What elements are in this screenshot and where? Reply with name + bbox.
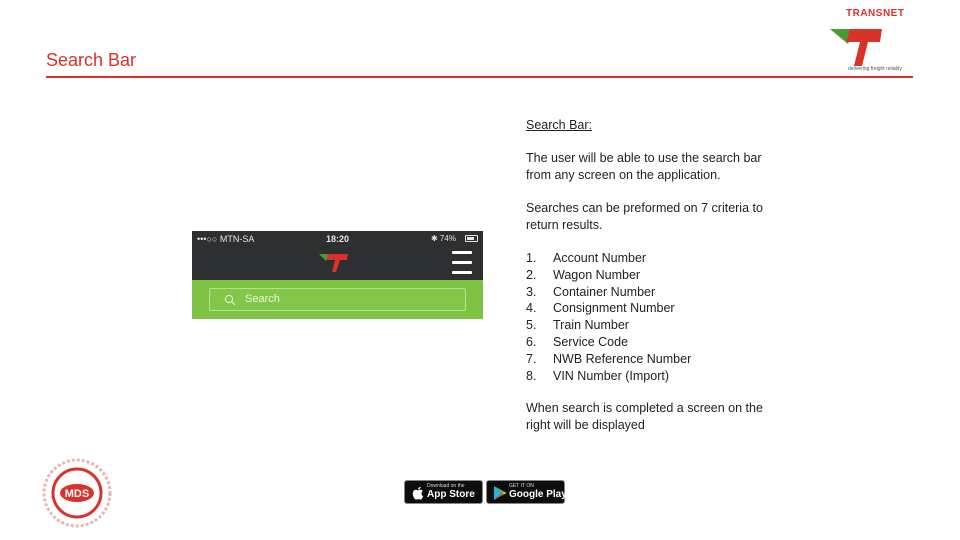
app-store-badge[interactable] [404, 480, 483, 504]
hamburger-menu-icon[interactable] [452, 251, 472, 277]
brand-tagline: delivering freight reliably [848, 66, 902, 72]
google-play-large: Google Play [509, 489, 567, 500]
google-play-badge[interactable] [486, 480, 565, 504]
app-logo-icon [319, 250, 349, 272]
list-item: 6. Service Code [526, 334, 629, 349]
list-item: 7. NWB Reference Number [526, 351, 692, 366]
description-para-1: The user will be able to use the search bar from any screen on the application. [526, 151, 762, 182]
app-screenshot [192, 231, 483, 319]
list-item: 2. Wagon Number [526, 267, 641, 282]
app-store-large: App Store [427, 489, 475, 500]
list-item: 3. Container Number [526, 284, 656, 299]
brand-wordmark: TRANSNET [846, 8, 905, 19]
description-heading: Search Bar: [526, 118, 593, 132]
criteria-list [526, 250, 786, 384]
description-para-2: Searches can be preformed on 7 criteria to return results. [526, 201, 763, 232]
status-battery: ✱ 74% [431, 234, 456, 243]
list-item: 1. Account Number [526, 251, 647, 265]
search-placeholder: Search [245, 293, 280, 305]
search-bar-area [192, 280, 483, 319]
list-item: 4. Consignment Number [526, 301, 675, 316]
mds-logo-icon [28, 454, 128, 534]
status-time: 18:20 [326, 234, 350, 244]
search-input[interactable] [209, 288, 466, 311]
list-item: 5. Train Number [526, 318, 629, 333]
search-icon [224, 294, 236, 306]
phone-header [192, 231, 483, 280]
google-play-small: GET IT ON [509, 483, 534, 489]
title-divider [46, 76, 913, 78]
battery-icon [465, 235, 478, 242]
slide-title: Search Bar [46, 50, 137, 70]
status-carrier: •••○○ MTN-SA [197, 234, 255, 244]
app-store-small: Download on the [427, 483, 465, 489]
description-panel [526, 117, 786, 434]
list-item: 8. VIN Number (Import) [526, 368, 669, 383]
description-para-3: When search is completed a screen on the right will be displayed [526, 401, 763, 433]
google-play-icon [493, 485, 507, 501]
mds-label: MDS [64, 488, 90, 500]
apple-icon [411, 485, 425, 501]
